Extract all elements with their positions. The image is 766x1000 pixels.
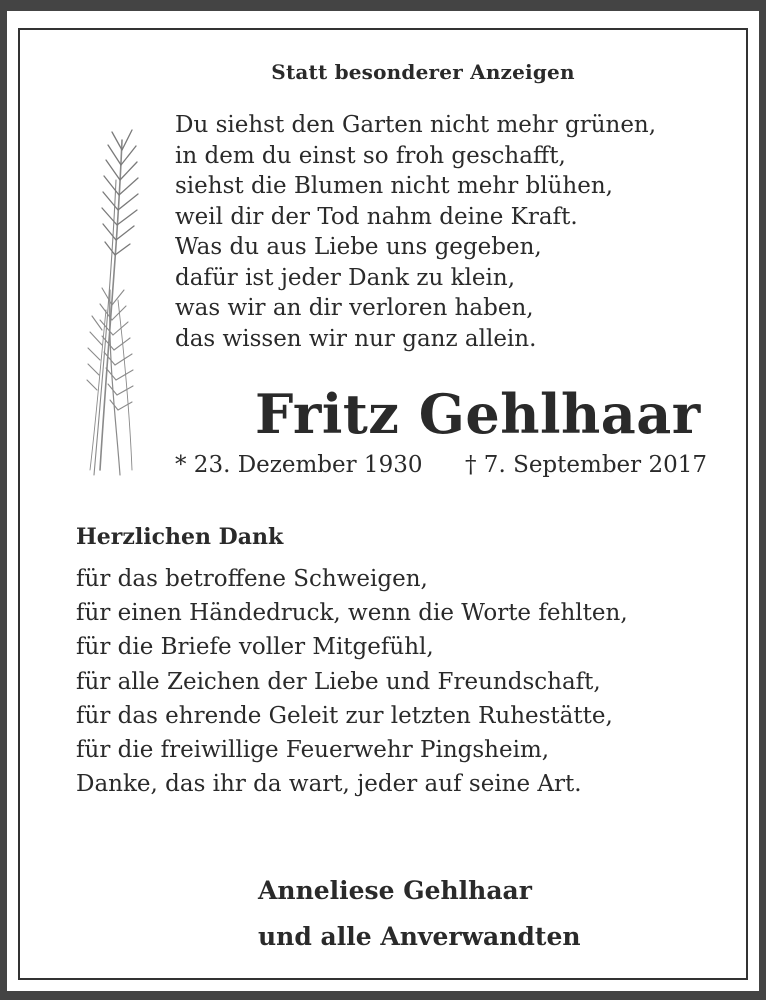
thanks-line: für die freiwillige Feuerwehr Pingsheim, — [76, 737, 550, 764]
poem-line: was wir an dir verloren haben, — [175, 295, 534, 321]
birth-date: * 23. Dezember 1930 — [175, 452, 423, 478]
poem-line: siehst die Blumen nicht mehr blühen, — [175, 173, 613, 199]
announcement-header — [0, 60, 766, 84]
signature-line-2: und alle Anverwandten — [258, 922, 581, 951]
thanks-line: für die Briefe voller Mitgefühl, — [76, 634, 434, 661]
header-text: Statt besonderer Anzeigen — [271, 60, 575, 84]
signature — [258, 868, 581, 960]
poem-line: in dem du einst so froh geschafft, — [175, 142, 566, 169]
death-date: † 7. September 2017 — [465, 452, 707, 478]
wheat-stalks-icon — [60, 120, 160, 500]
signature-line-1: Anneliese Gehlhaar — [258, 876, 532, 905]
poem-line: das wissen wir nur ganz allein. — [175, 325, 537, 352]
poem-line: Du siehst den Garten nicht mehr grünen, — [175, 112, 657, 138]
poem-line: dafür ist jeder Dank zu klein, — [175, 264, 516, 291]
poem-line: Was du aus Liebe uns gegeben, — [175, 234, 542, 260]
poem-line: weil dir der Tod nahm deine Kraft. — [175, 203, 578, 230]
thanks-title: Herzlichen Dank — [76, 524, 284, 550]
thanks-line: Danke, das ihr da wart, jeder auf seine Art. — [76, 771, 582, 798]
poem — [175, 110, 656, 354]
thanks-line: für das ehrende Geleit zur letzten Ruhestätte, — [76, 702, 613, 729]
thanks-line: für das betroffene Schweigen, — [76, 566, 428, 592]
life-dates — [175, 452, 707, 478]
thanks-line: für alle Zeichen der Liebe und Freundschaft, — [76, 668, 601, 695]
thanks-line: für einen Händedruck, wenn die Worte fehlten, — [76, 600, 628, 627]
thanks-list — [76, 562, 628, 801]
deceased-name: Fritz Gehlhaar — [255, 382, 701, 446]
